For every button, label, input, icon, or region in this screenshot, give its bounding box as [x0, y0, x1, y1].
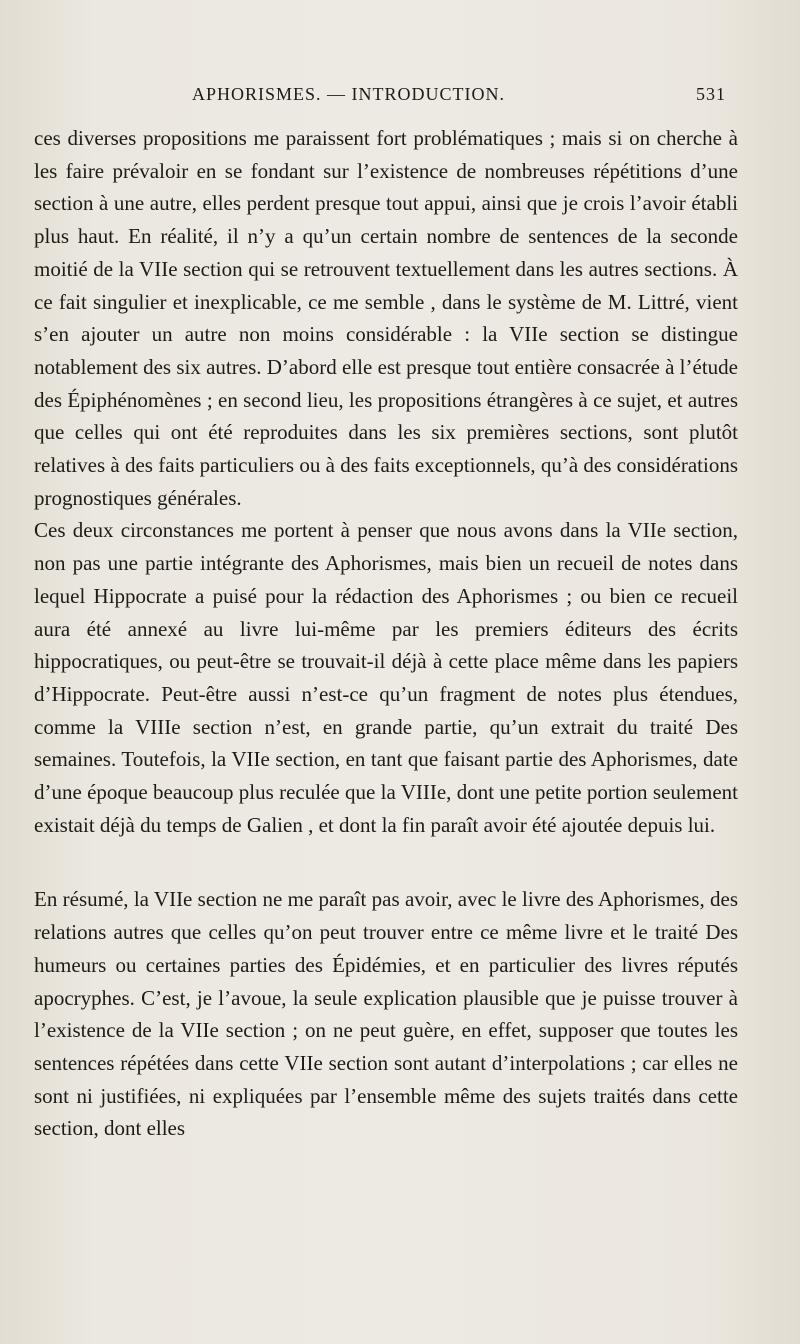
running-title: APHORISMES. — INTRODUCTION. [192, 84, 506, 104]
page-header [192, 84, 738, 110]
body-text [34, 122, 738, 1145]
paragraph-3: En résumé, la VIIe section ne me paraît pas avoir, avec le livre des Aphorismes, des relations autres que celles qu’on peut trouver entre ce même livre et le traité Des humeurs ou certaines parties des Épidémies, et en particulier des livres réputés apocryphes. C’est, je l’avoue, la seule explication plausible que je puisse trouver à l’existence de la VIIe section ; on ne peut guère, en effet, supposer que toutes les sentences répétées dans cette VIIe section sont autant d’interpolations ; car elles ne sont ni justifiées, ni expliquées par l’ensemble même des sujets traités dans cette section, dont elles [34, 887, 738, 1141]
paragraph-2: Ces deux circonstances me portent à penser que nous avons dans la VIIe section, non pas une partie intégrante des Aphorismes, mais bien un recueil de notes dans lequel Hippocrate a puisé pour la rédaction des Aphorismes ; ou bien ce recueil aura été annexé au livre lui-même par les premiers éditeurs des écrits hippocratiques, ou peut-être se trouvait-il déjà à cette place même dans les papiers d’Hippocrate. Peut-être aussi n’est-ce qu’un fragment de notes plus étendues, comme la VIIIe section n’est, en grande partie, qu’un extrait du traité Des semaines. Toutefois, la VIIe section, en tant que faisant partie des Aphorismes, date d’une époque beaucoup plus reculée que la VIIIe, dont une petite portion seulement existait déjà du temps de Galien , et dont la fin paraît avoir été ajoutée depuis lui. [34, 518, 738, 837]
page-number: 531 [696, 84, 726, 104]
paragraph-1: ces diverses propositions me paraissent fort problématiques ; mais si on cherche à les faire prévaloir en se fondant sur l’existence de nombreuses répétitions d’une section à une autre, elles perdent presque tout appui, ainsi que je crois l’avoir établi plus haut. En réalité, il n’y a qu’un certain nombre de sentences de la seconde moitié de la VIIe section qui se retrouvent textuellement dans les autres sections. À ce fait singulier et inexplicable, ce me semble , dans le système de M. Littré, vient s’en ajouter un autre non moins considérable : la VIIe section se distingue notablement des six autres. D’abord elle est presque tout entière consacrée à l’étude des Épiphénomènes ; en second lieu, les propositions étrangères à ce sujet, et autres que celles qui ont été reproduites dans les six premières sections, sont plutôt relatives à des faits particuliers ou à des faits exceptionnels, qu’à des considérations prognostiques générales. [34, 126, 738, 510]
paragraph-gap [34, 841, 738, 883]
